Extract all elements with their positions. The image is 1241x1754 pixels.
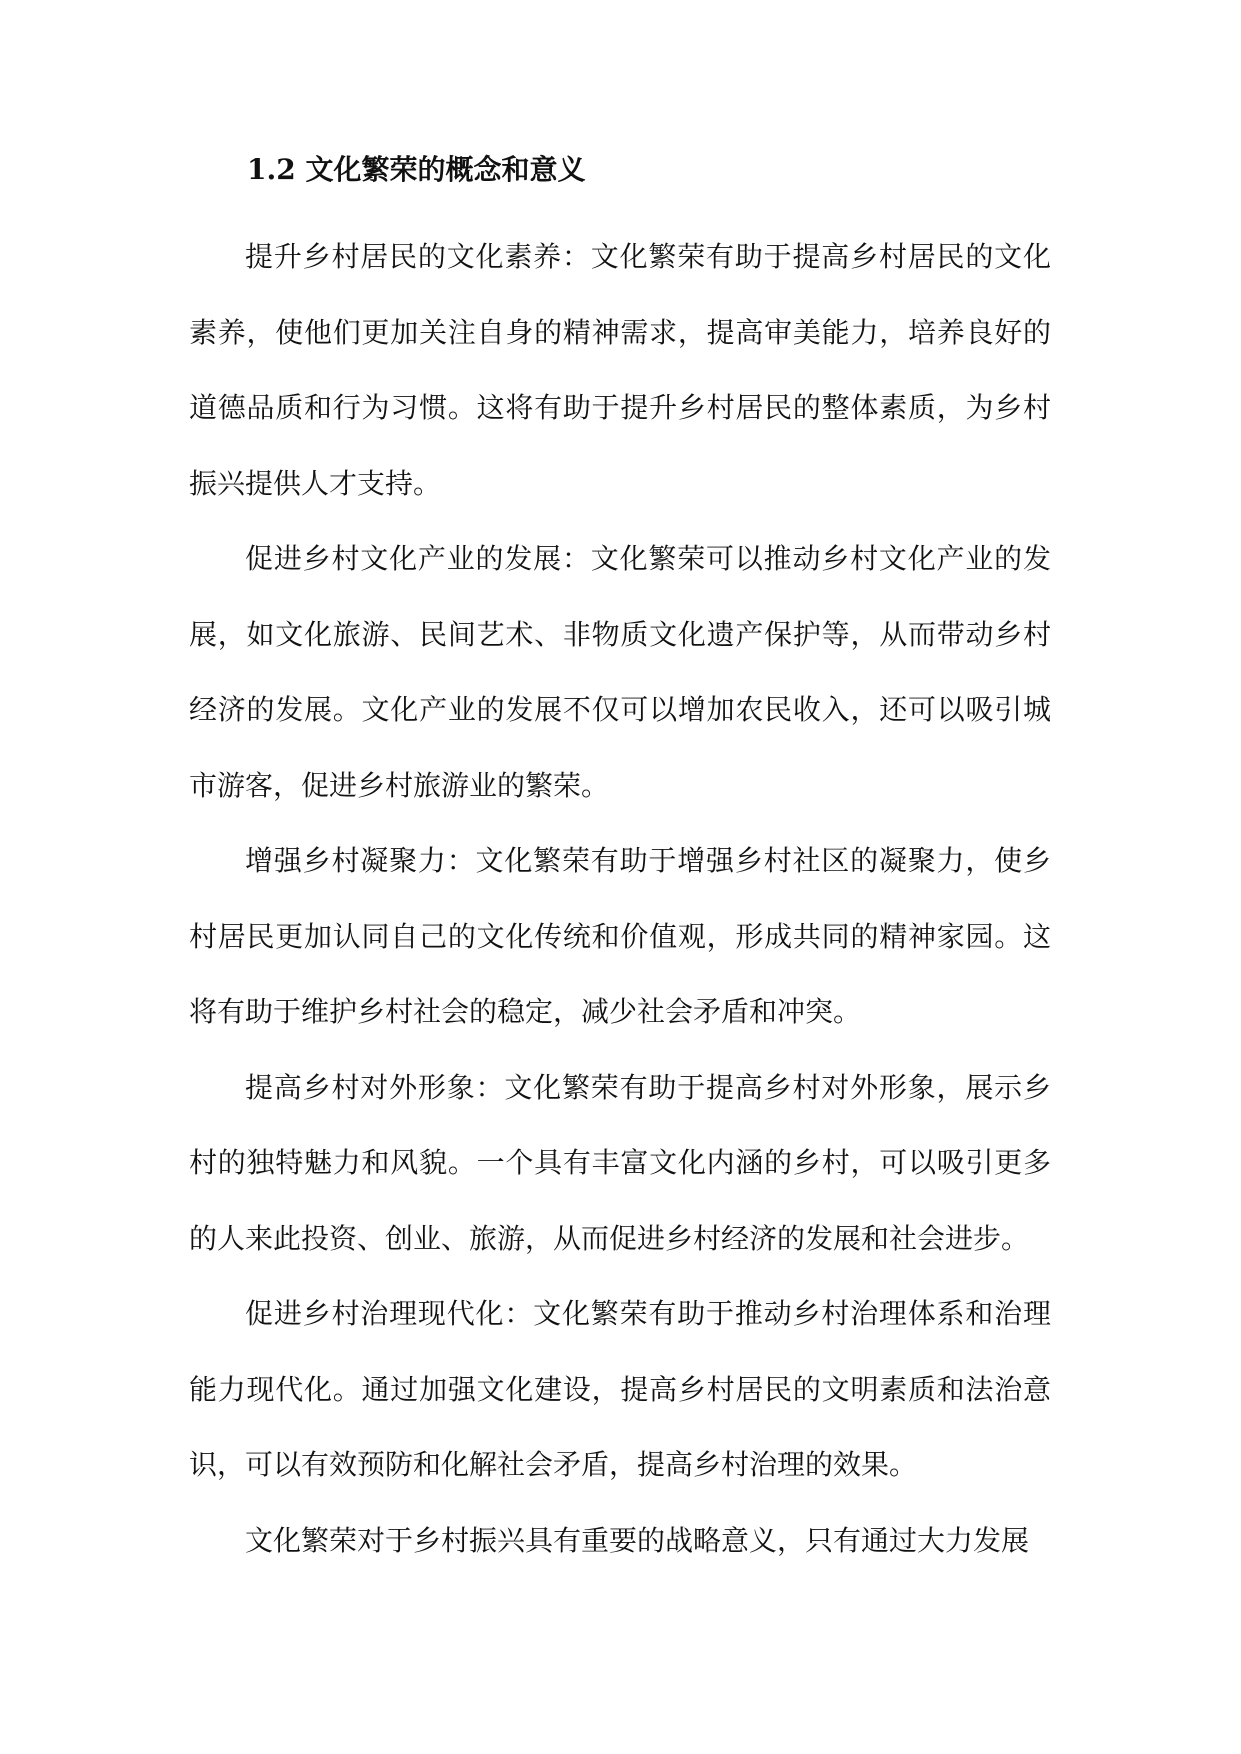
paragraph-cultural-literacy: 提升乡村居民的文化素养：文化繁荣有助于提高乡村居民的文化素养，使他们更加关注自身的精神需求，提高审美能力，培养良好的道德品质和行为习惯。这将有助于提升乡村居民的整体素质，为乡村振兴提供人才支持。 — [189, 240, 1051, 500]
paragraph-external-image: 提高乡村对外形象：文化繁荣有助于提高乡村对外形象，展示乡村的独特魅力和风貌。一个具有丰富文化内涵的乡村，可以吸引更多的人来此投资、创业、旅游，从而促进乡村经济的发展和社会进步。 — [189, 1070, 1051, 1255]
paragraph-cohesion: 增强乡村凝聚力：文化繁荣有助于增强乡村社区的凝聚力，使乡村居民更加认同自己的文化传统和价值观，形成共同的精神家园。这将有助于维护乡村社会的稳定，减少社会矛盾和冲突。 — [189, 844, 1051, 1028]
paragraph-governance: 促进乡村治理现代化：文化繁荣有助于推动乡村治理体系和治理能力现代化。通过加强文化建设，提高乡村居民的文明素质和法治意识，可以有效预防和化解社会矛盾，提高乡村治理的效果。 — [189, 1297, 1051, 1481]
section-heading: 1.2 文化繁荣的概念和意义 — [247, 153, 586, 186]
body-text — [189, 219, 1051, 1578]
paragraph-strategic-significance: 文化繁荣对于乡村振兴具有重要的战略意义，只有通过大力发展 — [245, 1523, 1030, 1557]
paragraph-cultural-industry: 促进乡村文化产业的发展：文化繁荣可以推动乡村文化产业的发展，如文化旅游、民间艺术、非物质文化遗产保护等，从而带动乡村经济的发展。文化产业的发展不仅可以增加农民收入，还可以吸引城市游客，促进乡村旅游业的繁荣。 — [189, 542, 1051, 802]
